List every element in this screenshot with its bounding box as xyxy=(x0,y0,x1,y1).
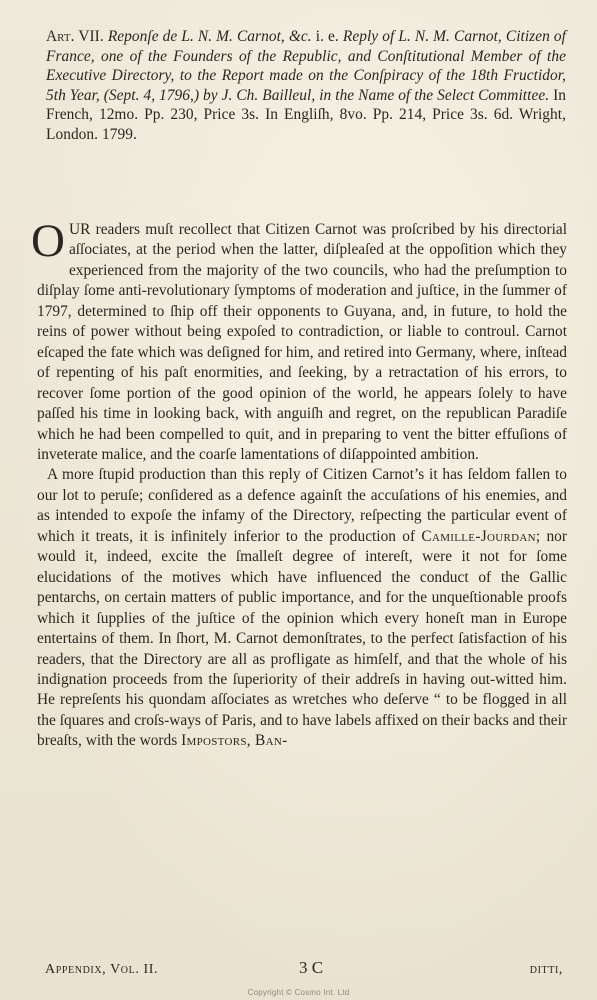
article-heading xyxy=(46,27,566,145)
copyright-watermark: Copyright © Cosmo Int. Ltd xyxy=(247,988,350,997)
paragraph-1-text: UR readers muſt recollect that Citizen Carnot was proſcribed by his directorial aſſociates, at the period when the latter, diſpleaſed at the oppoſition which they experienced from the majority of the two councils, who had the preſumption to diſplay ſome anti-revolutionary ſymptoms of moderation and juſtice, in the ſummer of 1797, determined to ſhip off their opponents to Guyana, and, in future, to hold the reins of power without being expoſed to contradiction, or liable to controul. Carnot eſcaped the fate which was deſigned for him, and retired into Germany, where, inſtead of repenting of his paſt enormities, and ſeeking, by a retractation of his errors, to recover ſome portion of the good opinion of the world, he appears ſolely to have paſſed his time in looking back, with anguiſh and regret, on the republican Paradiſe which he had been compelled to quit, and in preparing to vent the bitter effuſions of inveterate malice, and the coarſe lamentations of diſappointed ambition. xyxy=(37,221,567,463)
article-publication: In French, 12mo. Pp. 230, Price 3s. In Engliſh, 8vo. Pp. 214, Price 3s. 6d. Wright, London. 1799. xyxy=(46,86,566,143)
drop-cap: O xyxy=(31,215,65,267)
footer-volume: Appendix, Vol. II. xyxy=(45,962,159,977)
article-title-english: Reply of L. N. M. Carnot, Citizen of France, one of the Founders of the Republic, and Conſtitutional Member of the Executive Directory, to the Report made on the Conſpiracy of the 18th Fructidor, 5th Year, (Sept. 4, 1796,) by J. Ch. Bailleul, in the Name of the Select Committee. xyxy=(46,28,566,104)
footer-signature: 3 C xyxy=(299,958,324,977)
article-title-french: Reponſe de L. N. M. Carnot, xyxy=(107,28,285,45)
footer-catchword: ditti, xyxy=(529,962,563,977)
impostors-words: Impostors, Ban- xyxy=(181,732,288,750)
paragraph-1 xyxy=(31,215,567,465)
paragraph-2-text-a: A more ſtupid production than this reply of Citizen Carnot’s it has ſeldom fallen to our lot to peruſe; conſidered as a defence againſt the accuſations of his enemies, and as intended to expoſe the infamy of the Directory, reſpecting the particular event of which it treats, it is infinitely inferior to the production of xyxy=(37,466,567,545)
article-ie: i. e. xyxy=(315,28,339,45)
article-label: Art. VII. xyxy=(46,28,104,45)
article-etc: &c. xyxy=(288,28,312,45)
camille-jourdan-name: Camille-Jourdan xyxy=(421,527,536,545)
article-body xyxy=(31,215,567,752)
page-footer xyxy=(45,958,563,982)
paragraph-2 xyxy=(37,465,567,751)
paragraph-2-text-b: ; nor would it, indeed, excite the ſmalleſt degree of intereſt, were it not for ſome elucidations of the motives which have influenced the conduct of the Gallic pentarchs, on certain matters of public importance, and for the unqueſtionable proofs which it ſupplies of the juſtice of the opinion which every honeſt man in Europe entertains of them. In ſhort, M. Carnot demonſtrates, to the perfect ſatisfaction of his readers, that the Directory are all as profligate as himſelf, and that the whole of his indignation proceeds from the ſuperiority of their addreſs in having out-witted him. He repreſents his quondam aſſociates as wretches who deſerve “ to be flogged in all the ſquares and croſs-ways of Paris, and to have labels affixed on their backs and their breaſts, with the words xyxy=(37,527,567,750)
